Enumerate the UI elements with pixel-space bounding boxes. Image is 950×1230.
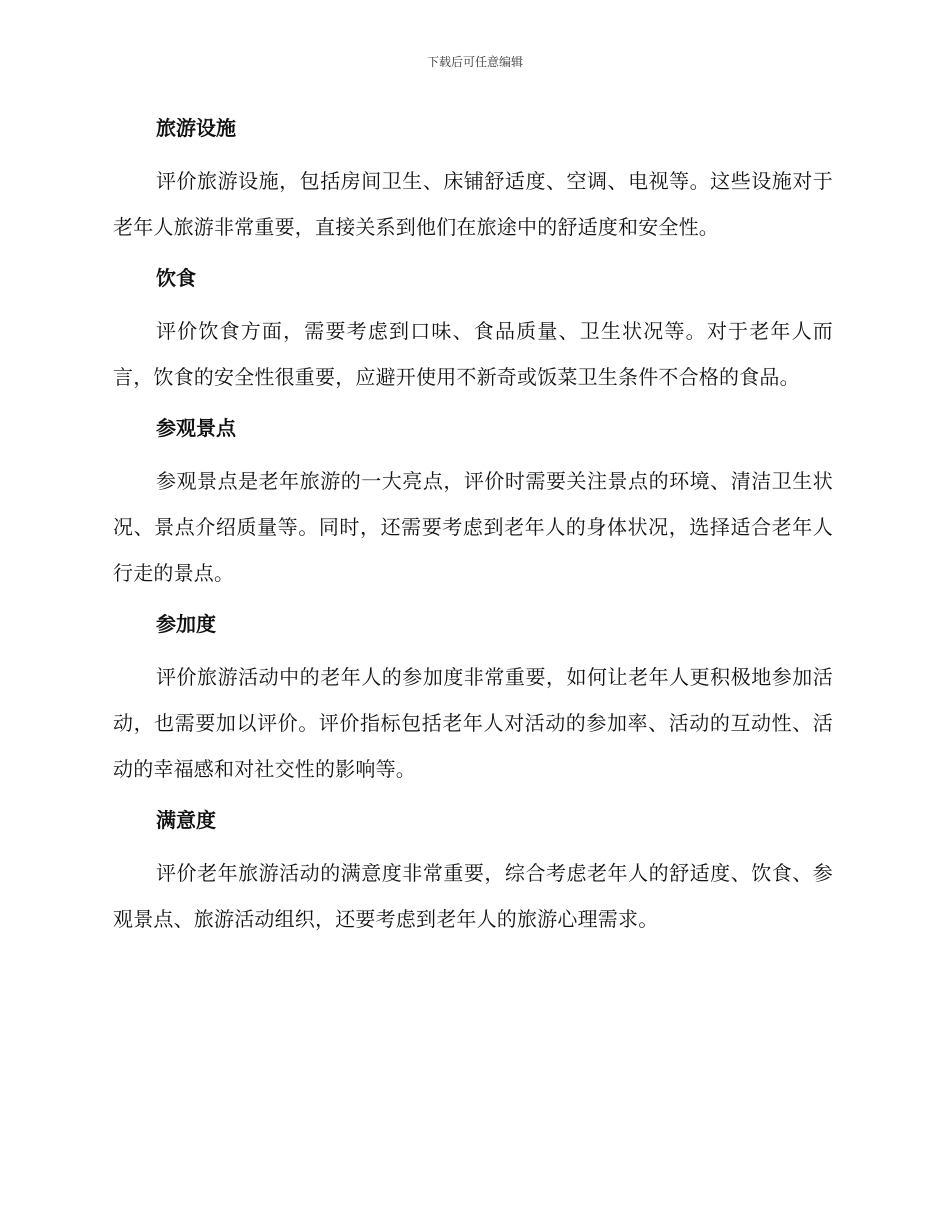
section-heading-satisfaction: 满意度	[156, 808, 216, 832]
section-body-food: 评价饮食方面，需要考虑到口味、食品质量、卫生状况等。对于老年人而言，饮食的安全性很重要，应避开使用不新奇或饭菜卫生条件不合格的食品。	[113, 319, 833, 389]
section-body-satisfaction: 评价老年旅游活动的满意度非常重要，综合考虑老年人的舒适度、饮食、参观景点、旅游活动组织，还要考虑到老年人的旅游心理需求。	[113, 861, 833, 931]
section-body-facilities: 评价旅游设施，包括房间卫生、床铺舒适度、空调、电视等。这些设施对于老年人旅游非常重要，直接关系到他们在旅途中的舒适度和安全性。	[113, 169, 833, 239]
document-body	[113, 110, 833, 942]
section-body-sightseeing: 参观景点是老年旅游的一大亮点，评价时需要关注景点的环境、清洁卫生状况、景点介绍质量等。同时，还需要考虑到老年人的身体状况，选择适合老年人行走的景点。	[113, 469, 833, 585]
section-body-participation: 评价旅游活动中的老年人的参加度非常重要，如何让老年人更积极地参加活动，也需要加以评价。评价指标包括老年人对活动的参加率、活动的互动性、活动的幸福感和对社交性的影响等。	[113, 665, 833, 781]
section-heading-participation: 参加度	[156, 612, 216, 636]
section-heading-sightseeing: 参观景点	[156, 416, 236, 440]
page-header-note: 下载后可任意编辑	[426, 55, 523, 69]
section-heading-facilities: 旅游设施	[156, 116, 236, 140]
section-heading-food: 饮食	[156, 266, 196, 290]
